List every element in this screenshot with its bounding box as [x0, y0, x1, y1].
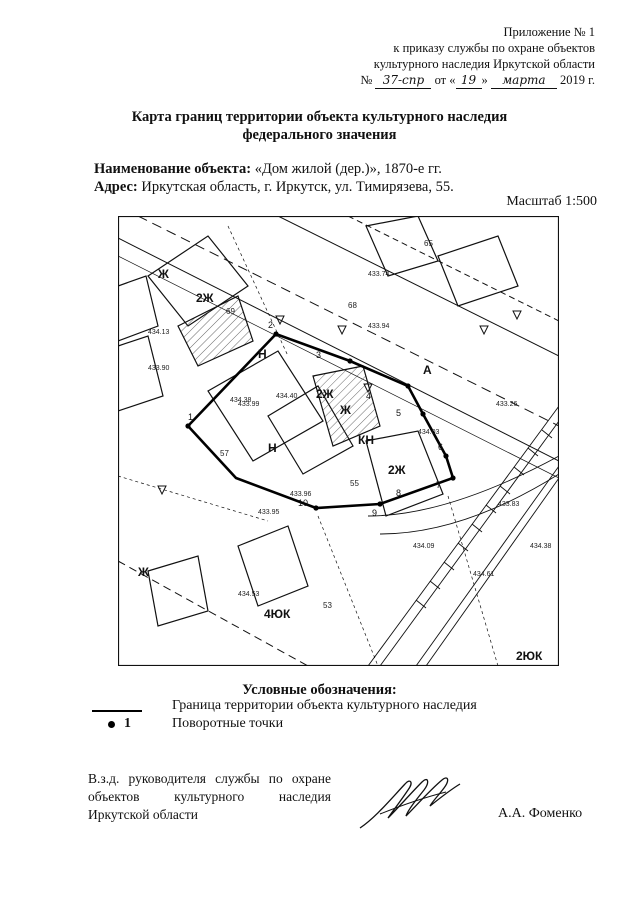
building-label-n-1: Н — [258, 347, 267, 361]
elevation-3: 434.38 — [230, 397, 252, 404]
object-address-value: Иркутская область, г. Иркутск, ул. Тимирязева, 55. — [141, 179, 454, 195]
point-label-4: 4 — [366, 391, 372, 401]
building-label-2zh-2: 2Ж — [316, 387, 334, 401]
building-label-2zh-3: 2Ж — [388, 463, 406, 477]
building-label-2zh: 2Ж — [196, 291, 214, 305]
point-label-3: 3 — [316, 350, 322, 360]
document-title-line-2: федерального значения — [242, 127, 397, 143]
legend-point-number: 1 — [124, 716, 131, 731]
elevation-2: 434.40 — [276, 393, 298, 400]
order-number: 37-спр — [375, 72, 431, 89]
elevation-1: 433.99 — [238, 401, 260, 408]
document-title-line-1: Карта границ территории объекта культурного наследия — [131, 109, 508, 125]
date-from: от « — [434, 73, 456, 87]
date-day: 19 — [456, 72, 482, 89]
building-label-zh-3: Ж — [138, 565, 149, 579]
elevation-15: 433.74 — [368, 271, 390, 278]
point-label-7: 7 — [436, 480, 442, 490]
building-label-n-2: Н — [268, 441, 277, 455]
signatory-name: А.А. Фоменко — [498, 806, 583, 821]
point-label-6: 6 — [438, 442, 444, 452]
object-address-line — [94, 178, 454, 196]
appendix-number-line — [360, 72, 595, 89]
point-label-2: 2 — [268, 320, 274, 330]
elevation-14: 434.61 — [473, 571, 495, 578]
elevation-5: 434.03 — [418, 429, 440, 436]
building-label-4yuk: 4ЮК — [264, 607, 291, 621]
legend-title: Условные обозначения: — [242, 682, 397, 698]
building-label-2yuk: 2ЮК — [516, 649, 543, 663]
street-number-65: 65 — [424, 239, 433, 248]
street-number-55: 55 — [350, 479, 359, 488]
legend-points-text: Поворотные точки — [172, 716, 284, 731]
building-label-a: А — [423, 363, 432, 377]
point-label-5: 5 — [396, 408, 402, 418]
date-mid: » — [481, 73, 488, 87]
buildings — [118, 216, 518, 626]
signatory-position: В.з.д. руководителя службы по охране объектов культурного наследия Иркутской области — [88, 771, 331, 822]
street-number-69: 69 — [226, 307, 235, 316]
elevation-4: 433.94 — [368, 323, 390, 330]
elevation-7: 433.95 — [258, 509, 280, 516]
handwritten-signature — [350, 770, 470, 836]
appendix-line-1: Приложение № 1 — [503, 25, 595, 39]
legend-boundary-line — [92, 710, 142, 712]
street-number-53: 53 — [323, 601, 332, 610]
elevation-11: 433.26 — [496, 401, 518, 408]
elevation-6: 433.96 — [290, 491, 312, 498]
elevation-8: 434.13 — [148, 329, 170, 336]
map-scale: Масштаб 1:500 — [506, 194, 597, 209]
building-label-kn: КН — [358, 433, 374, 447]
appendix-line-2: к приказу службы по охране объектов — [393, 41, 595, 55]
object-address-label: Адрес: — [94, 179, 138, 195]
date-year: 2019 г. — [560, 73, 595, 87]
building-label-zh-1: Ж — [158, 267, 169, 281]
number-prefix: № — [360, 73, 373, 87]
elevation-9: 433.90 — [148, 365, 170, 372]
tram-tracks — [368, 406, 559, 666]
appendix-line-3: культурного наследия Иркутской области — [373, 57, 595, 71]
building-label-zh-2: Ж — [340, 403, 351, 417]
elevation-12: 434.53 — [238, 591, 260, 598]
point-label-9: 9 — [372, 508, 378, 518]
elevation-16: 434.38 — [530, 543, 552, 550]
elevation-13: 434.09 — [413, 543, 435, 550]
point-label-8: 8 — [396, 488, 402, 498]
legend-point-dot — [108, 721, 115, 728]
point-label-1: 1 — [188, 412, 194, 422]
object-name-label: Наименование объекта: — [94, 161, 252, 177]
date-month: марта — [491, 72, 557, 89]
cadastral-map — [118, 216, 559, 666]
object-name-line — [94, 160, 442, 178]
street-number-57: 57 — [220, 449, 229, 458]
point-label-10: 10 — [298, 498, 309, 508]
legend-boundary-text: Граница территории объекта культурного наследия — [172, 698, 477, 713]
elevation-10: 433.83 — [498, 501, 520, 508]
street-number-68: 68 — [348, 301, 357, 310]
object-name-value: «Дом жилой (дер.)», 1870-е гг. — [254, 161, 442, 177]
